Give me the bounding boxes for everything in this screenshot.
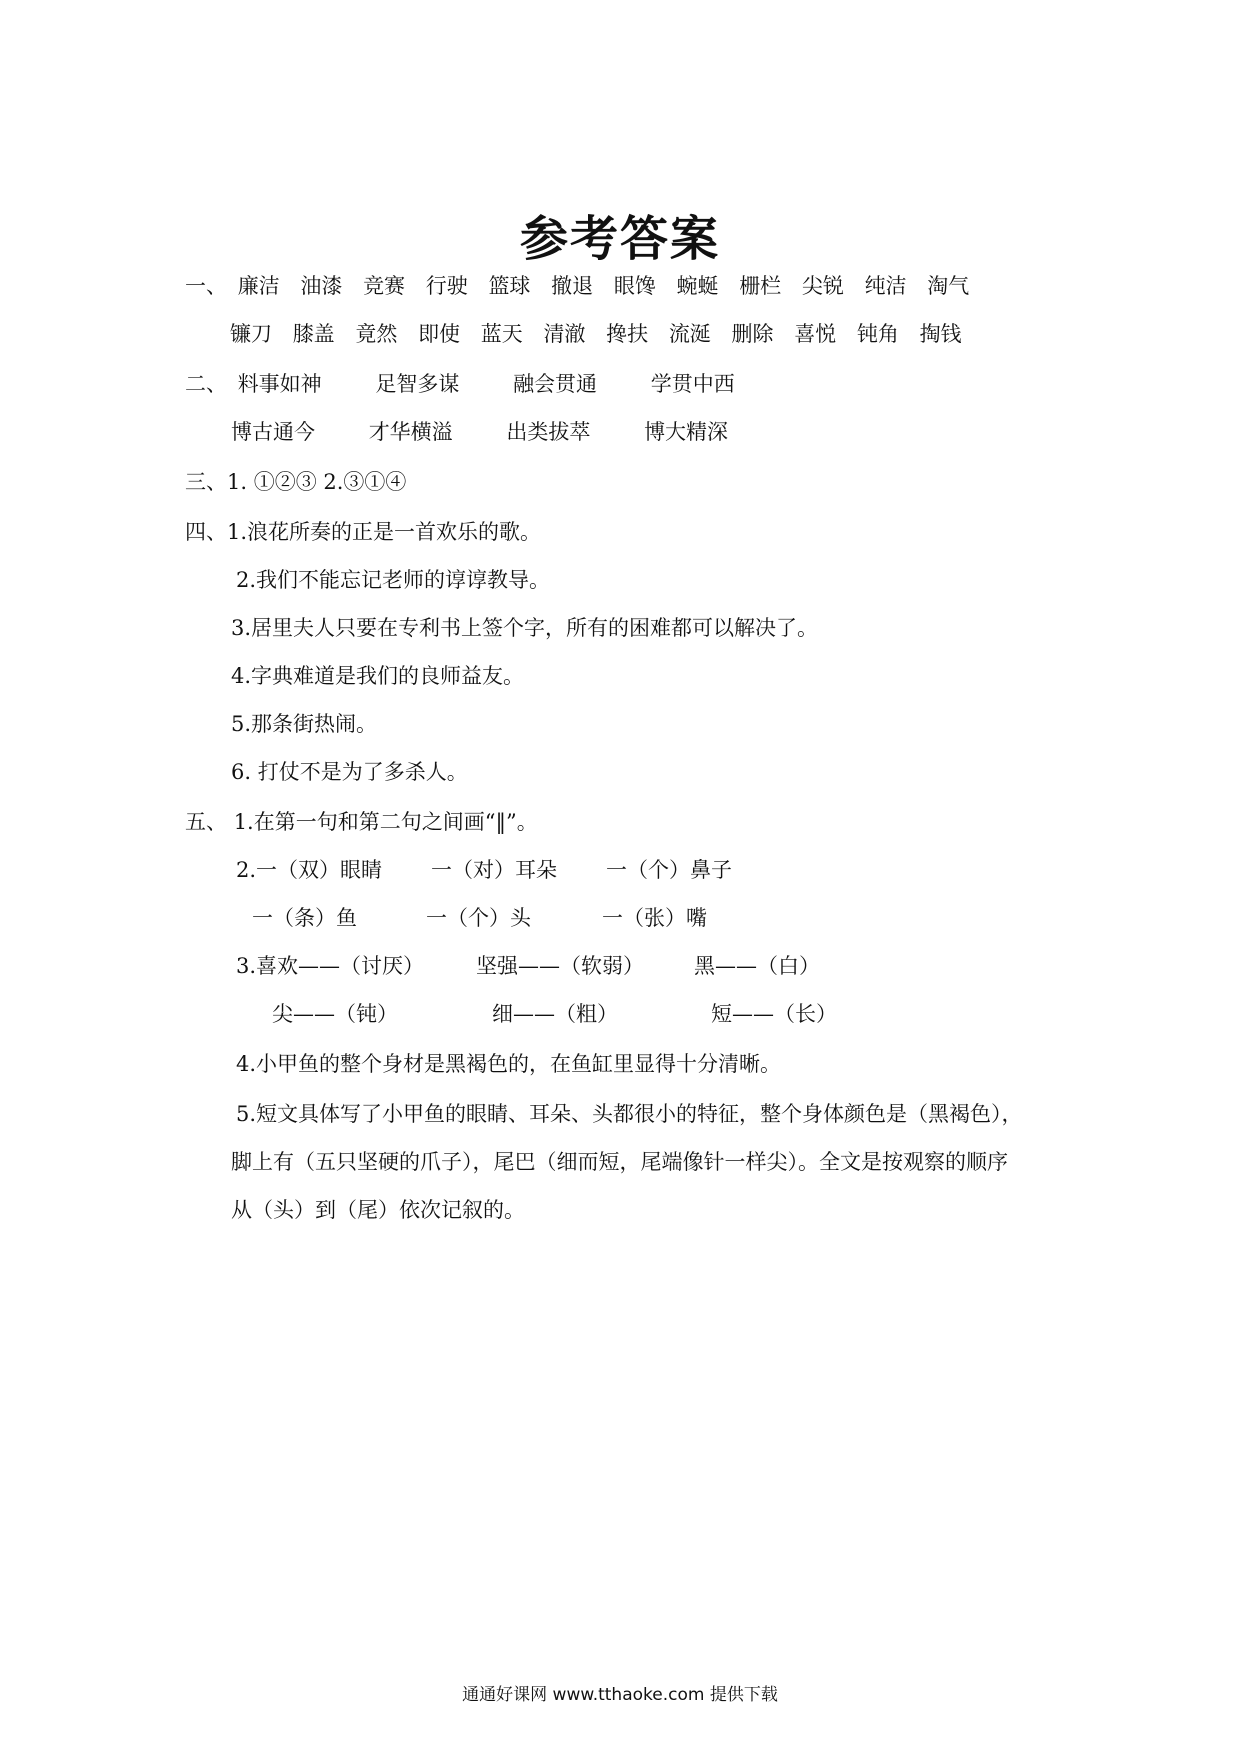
- word: 搀扶: [606, 322, 649, 346]
- word: 撤退: [551, 274, 594, 298]
- word: 纯洁: [864, 274, 907, 298]
- section2-row2: [231, 418, 775, 446]
- section5-item3-row2: 尖——（钝） 细——（粗） 短——（长）: [272, 1002, 837, 1026]
- word: 镰刀: [230, 322, 272, 346]
- footer-credit: 通通好课网 www.tthaoke.com 提供下载: [462, 1685, 778, 1705]
- word: 喜悦: [794, 322, 837, 346]
- section1-row2: [230, 320, 976, 348]
- section4-item: 3.居里夫人只要在专利书上签个字，所有的困难都可以解决了。: [231, 616, 819, 640]
- section5-item1: 五、 1.在第一句和第二句之间画“‖”。: [185, 810, 538, 834]
- idiom: 博大精深: [644, 420, 729, 444]
- word: 掏钱: [919, 322, 962, 346]
- section5-label: 五、: [185, 810, 227, 834]
- section5-item2-row1: 2.一（双）眼睛 一（对）耳朵 一（个）鼻子: [236, 858, 732, 882]
- section4-label: 四、: [185, 520, 227, 544]
- idiom: 博古通今: [231, 420, 315, 444]
- section5-item3-row1: 3.喜欢——（讨厌） 坚强——（软弱） 黑——（白）: [236, 954, 820, 978]
- word: 竞赛: [363, 274, 406, 298]
- section5-item5-line: 脚上有（五只坚硬的爪子），尾巴（细而短，尾端像针一样尖）。全文是按观察的顺序: [231, 1150, 1008, 1174]
- idiom: 料事如神: [237, 372, 322, 396]
- idiom: 出类拔萃: [506, 420, 591, 444]
- section4-item: 6. 打仗不是为了多杀人。: [231, 760, 468, 784]
- word: 栅栏: [739, 274, 782, 298]
- word: 即使: [418, 322, 461, 346]
- section4-item: 4.字典难道是我们的良师益友。: [231, 664, 525, 688]
- section4-item: 四、1.浪花所奏的正是一首欢乐的歌。: [185, 520, 542, 544]
- word: 油漆: [300, 274, 343, 298]
- word: 淘气: [927, 274, 970, 298]
- section4-item: 2.我们不能忘记老师的谆谆教导。: [236, 568, 551, 592]
- section4-item: 5.那条街热闹。: [231, 712, 378, 736]
- word: 钝角: [856, 322, 899, 346]
- word: 眼馋: [613, 274, 656, 298]
- section1-row1: [185, 272, 983, 300]
- word: 删除: [731, 322, 774, 346]
- word: 流涎: [668, 322, 711, 346]
- section1-label: 一、: [185, 274, 227, 298]
- word: 蓝天: [480, 322, 523, 346]
- word: 篮球: [488, 274, 531, 298]
- word: 蜿蜒: [676, 274, 719, 298]
- word: 行驶: [425, 274, 468, 298]
- idiom: 才华横溢: [368, 420, 453, 444]
- section5-item4: 4.小甲鱼的整个身材是黑褐色的，在鱼缸里显得十分清晰。: [236, 1052, 782, 1076]
- section2-label: 二、: [185, 372, 227, 396]
- word: 竟然: [355, 322, 398, 346]
- idiom: 学贯中西: [650, 372, 735, 396]
- section5-item2-row2: 一（条）鱼 一（个）头 一（张）嘴: [252, 906, 707, 930]
- idiom: 融会贯通: [513, 372, 598, 396]
- section5-item5-line: 5.短文具体写了小甲鱼的眼睛、耳朵、头都很小的特征，整个身体颜色是（黑褐色），: [236, 1102, 1023, 1126]
- word: 尖锐: [801, 274, 844, 298]
- idiom: 足智多谋: [375, 372, 460, 396]
- page-title: 参考答案: [519, 211, 720, 267]
- section3-answer: 三、1. ①②③ 2.③①④: [185, 470, 407, 494]
- word: 廉洁: [237, 274, 280, 298]
- section2-row1: [185, 370, 782, 398]
- section5-item5-line: 从（头）到（尾）依次记叙的。: [231, 1198, 525, 1222]
- word: 膝盖: [292, 322, 335, 346]
- word: 清澈: [543, 322, 586, 346]
